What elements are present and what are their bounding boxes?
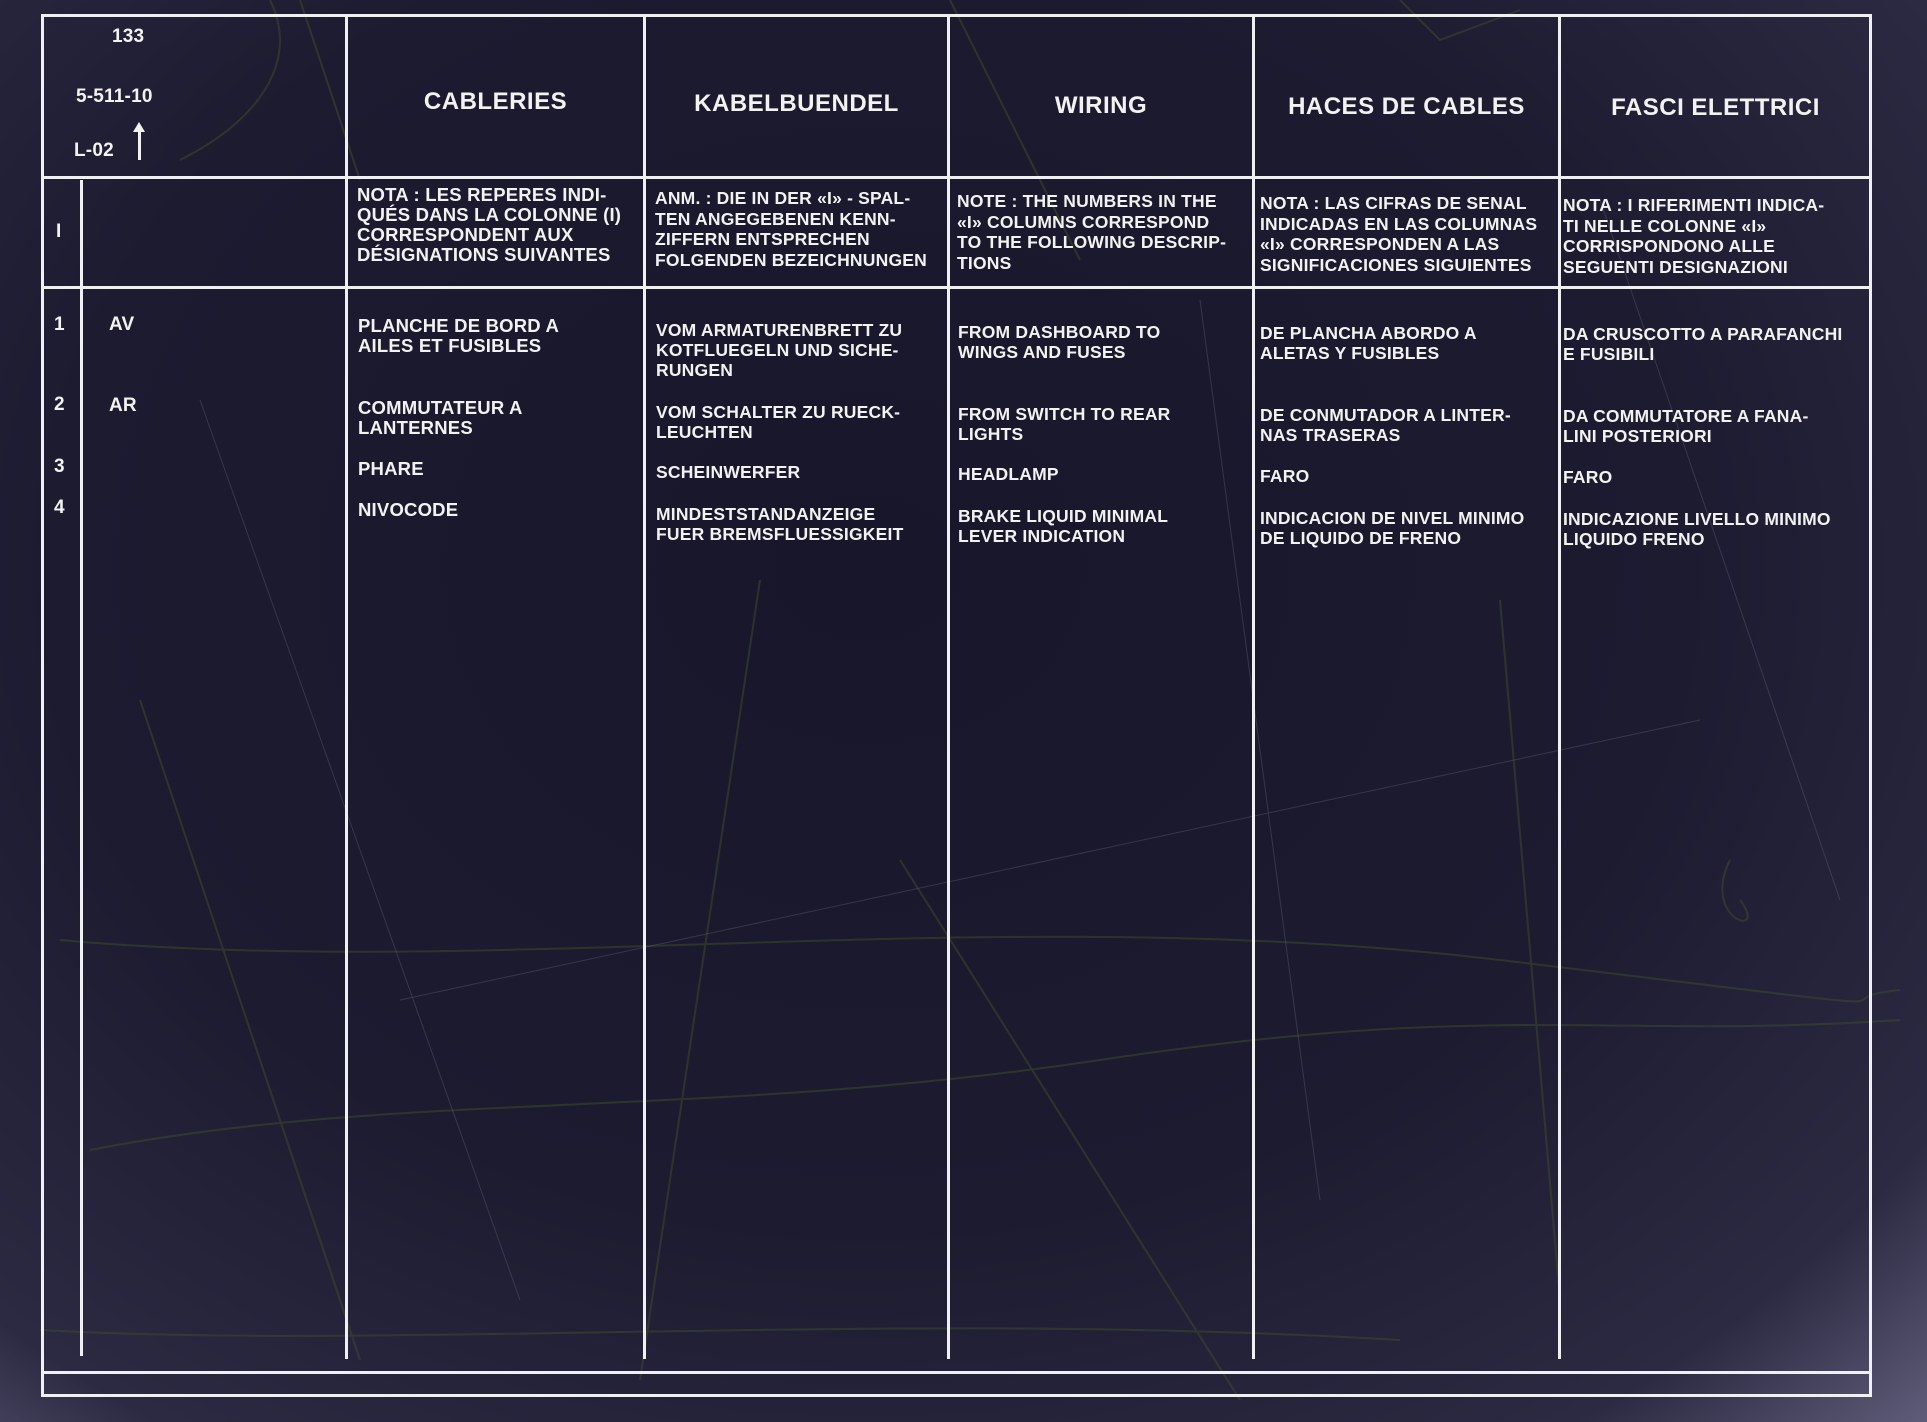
row-4-english: BRAKE LIQUID MINIMAL LEVER INDICATION xyxy=(958,506,1169,546)
row-4-french: NIVOCODE xyxy=(358,499,459,520)
row-4-spanish: INDICACION DE NIVEL MINIMO DE LIQUIDO DE FRENO xyxy=(1260,508,1525,548)
row-2-italian: DA COMMUTATORE A FANA- LINI POSTERIORI xyxy=(1563,406,1809,446)
column-divider-2 xyxy=(643,14,646,1359)
row-code-1: AV xyxy=(109,314,135,335)
row-number-2: 2 xyxy=(54,394,65,415)
arrow-up-icon xyxy=(138,128,141,160)
note-english: NOTE : THE NUMBERS IN THE «I» COLUMNS CORRESPOND TO THE FOLLOWING DESCRIP- TIONS xyxy=(957,191,1227,273)
document-code: 5-511-10 xyxy=(76,86,153,107)
row-code-2: AR xyxy=(109,395,137,416)
column-divider-4 xyxy=(1252,14,1255,1359)
row-3-french: PHARE xyxy=(358,458,424,479)
row-3-italian: FARO xyxy=(1563,467,1613,487)
header-german: KABELBUENDEL xyxy=(694,90,899,117)
bottom-margin-line xyxy=(44,1371,1869,1374)
diagram-reference: L-02 xyxy=(74,140,114,161)
note-row-label: I xyxy=(56,221,62,242)
row-number-3: 3 xyxy=(54,456,65,477)
row-3-spanish: FARO xyxy=(1260,466,1310,486)
row-2-spanish: DE CONMUTADOR A LINTER- NAS TRASERAS xyxy=(1260,405,1511,445)
row-4-german: MINDESTSTANDANZEIGE FUER BREMSFLUESSIGKEIT xyxy=(656,504,904,544)
note-italian: NOTA : I RIFERIMENTI INDICA- TI NELLE COLONNE «I» CORRISPONDONO ALLE SEGUENTI DESIGNAZIONI xyxy=(1563,195,1825,277)
note-spanish: NOTA : LAS CIFRAS DE SENAL INDICADAS EN LAS COLUMNAS «I» CORRESPONDEN A LAS SIGNIFICACIONES SIGUIENTES xyxy=(1260,193,1538,275)
header-italian: FASCI ELETTRICI xyxy=(1611,94,1820,121)
row-1-spanish: DE PLANCHA ABORDO A ALETAS Y FUSIBLES xyxy=(1260,323,1477,363)
note-german: ANM. : DIE IN DER «I» - SPAL- TEN ANGEGEBENEN KENN- ZIFFERN ENTSPRECHEN FOLGENDEN BEZEICHNUNGEN xyxy=(655,188,927,270)
note-french: NOTA : LES REPERES INDI- QUÉS DANS LA COLONNE (I) CORRESPONDENT AUX DÉSIGNATIONS SUIVANTES xyxy=(357,184,622,265)
header-spanish: HACES DE CABLES xyxy=(1288,93,1525,120)
row-1-english: FROM DASHBOARD TO WINGS AND FUSES xyxy=(958,322,1161,362)
row-number-1: 1 xyxy=(54,314,65,335)
row-2-german: VOM SCHALTER ZU RUECK- LEUCHTEN xyxy=(656,402,901,442)
row-1-german: VOM ARMATURENBRETT ZU KOTFLUEGELN UND SICHE- RUNGEN xyxy=(656,320,903,380)
header-french: CABLERIES xyxy=(423,88,568,115)
header-english: WIRING xyxy=(1054,92,1148,119)
note-row-rule xyxy=(41,286,1872,289)
header-rule xyxy=(41,176,1872,179)
row-1-italian: DA CRUSCOTTO A PARAFANCHI E FUSIBILI xyxy=(1563,324,1843,364)
label-column-divider xyxy=(80,180,83,1356)
page-number: 133 xyxy=(112,26,145,47)
row-2-english: FROM SWITCH TO REAR LIGHTS xyxy=(958,404,1171,444)
row-4-italian: INDICAZIONE LIVELLO MINIMO LIQUIDO FRENO xyxy=(1563,509,1831,549)
row-1-french: PLANCHE DE BORD A AILES ET FUSIBLES xyxy=(358,315,560,356)
row-3-german: SCHEINWERFER xyxy=(656,462,801,482)
row-2-french: COMMUTATEUR A LANTERNES xyxy=(358,397,523,438)
row-3-english: HEADLAMP xyxy=(958,464,1059,484)
column-divider-3 xyxy=(947,14,950,1359)
row-number-4: 4 xyxy=(54,497,65,518)
column-divider-1 xyxy=(345,14,348,1359)
column-divider-5 xyxy=(1558,14,1561,1359)
